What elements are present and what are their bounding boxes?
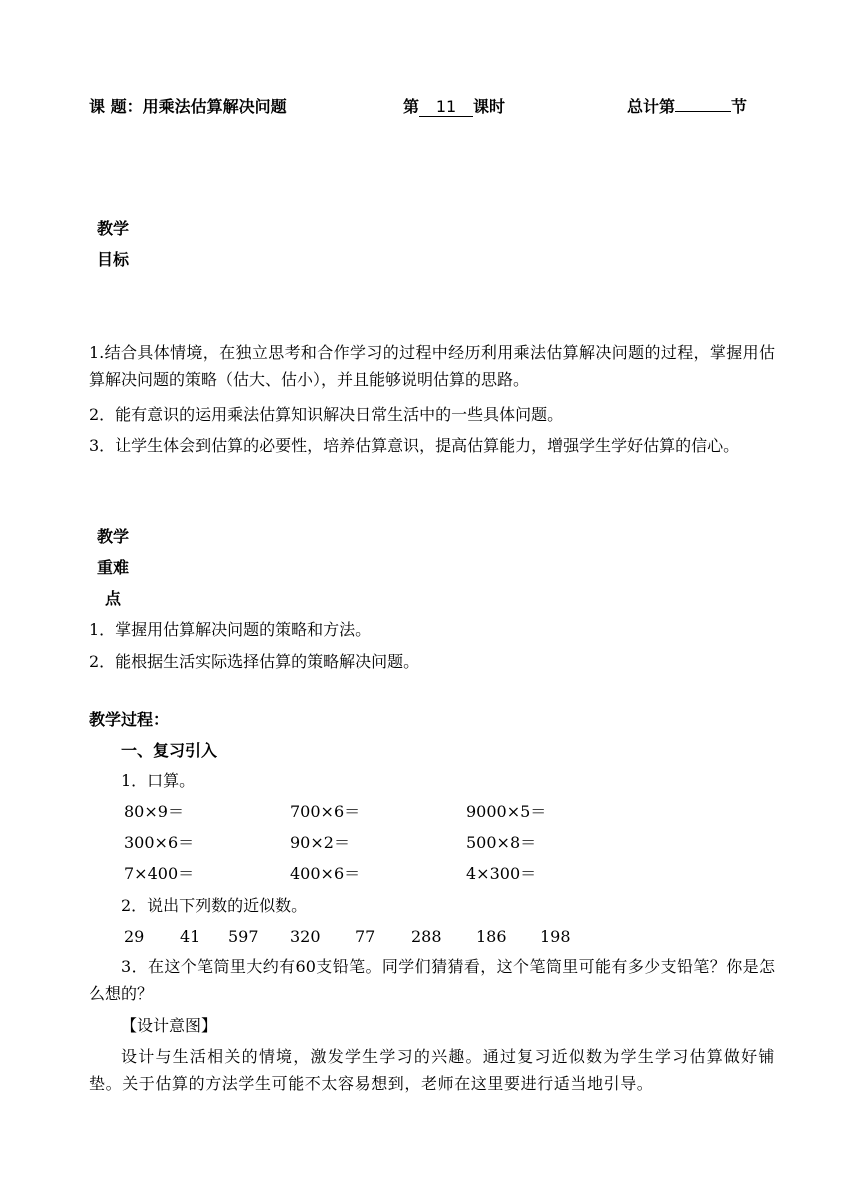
objectives-label-2: 目标 [97, 250, 130, 269]
objective-item-3: 3．让学生体会到估算的必要性，培养估算意识，提高估算能力，增强学生学好估算的信心。 [89, 436, 740, 455]
total-suffix: 节 [731, 97, 748, 116]
title-text: 用乘法估算解决问题 [142, 97, 287, 116]
calc-r2-c2: 90×2＝ [290, 833, 350, 852]
lesson-prefix: 第 [403, 97, 420, 116]
design-title: 【设计意图】 [121, 1016, 218, 1035]
total-value [675, 111, 731, 112]
objectives-label-1: 教学 [97, 219, 130, 238]
total-count [627, 97, 747, 117]
question-paragraph: 3．在这个笔筒里大约有60支铅笔。同学们猜猜看，这个笔筒里可能有多少支铅笔？你是怎么想的？ [89, 957, 775, 1003]
calc-r2-c1: 300×6＝ [124, 833, 195, 852]
keypoints-label-3: 点 [105, 589, 122, 608]
keypoints-label-2: 重难 [97, 558, 130, 577]
lesson-period [403, 97, 505, 117]
process-heading: 教学过程： [89, 710, 170, 729]
lesson-number: 11 [419, 98, 473, 117]
approx-number: 29 [124, 927, 145, 946]
lesson-suffix: 课时 [473, 97, 506, 116]
calc-r3-c1: 7×400＝ [124, 864, 195, 883]
section1-title: 一、复习引入 [121, 741, 218, 760]
calc-r3-c2: 400×6＝ [290, 864, 361, 883]
approx-number: 41 [180, 927, 201, 946]
design-paragraph: 设计与生活相关的情境，激发学生学习的兴趣。通过复习近似数为学生学习估算做好铺垫。关于估算的方法学生可能不太容易想到，老师在这里要进行适当地引导。 [89, 1047, 775, 1093]
calc-r2-c3: 500×8＝ [466, 833, 537, 852]
approx-number: 77 [355, 927, 376, 946]
calc-r1-c1: 80×9＝ [124, 802, 184, 821]
approx-number: 198 [540, 927, 571, 946]
objective-item-2: 2．能有意识的运用乘法估算知识解决日常生活中的一些具体问题。 [89, 405, 564, 424]
calc-r1-c3: 9000×5＝ [466, 802, 547, 821]
calc-r3-c3: 4×300＝ [466, 864, 537, 883]
objective-item-1: 1.结合具体情境，在独立思考和合作学习的过程中经历利用乘法估算解决问题的过程，掌握用估算解决问题的策略（估大、估小），并且能够说明估算的思路。 [89, 343, 775, 389]
lesson-title [89, 97, 287, 117]
oral-calc-title: 1．口算。 [121, 771, 196, 790]
calc-r1-c2: 700×6＝ [290, 802, 361, 821]
title-label: 课 题： [89, 97, 143, 116]
approx-number: 186 [476, 927, 507, 946]
total-prefix: 总计第 [627, 97, 676, 116]
keypoint-item-1: 1．掌握用估算解决问题的策略和方法。 [89, 620, 372, 639]
approx-number: 288 [411, 927, 442, 946]
keypoint-item-2: 2．能根据生活实际选择估算的策略解决问题。 [89, 652, 420, 671]
approx-title: 2．说出下列数的近似数。 [121, 896, 308, 915]
keypoints-label-1: 教学 [97, 527, 130, 546]
approx-number: 597 [228, 927, 259, 946]
approx-number: 320 [290, 927, 321, 946]
